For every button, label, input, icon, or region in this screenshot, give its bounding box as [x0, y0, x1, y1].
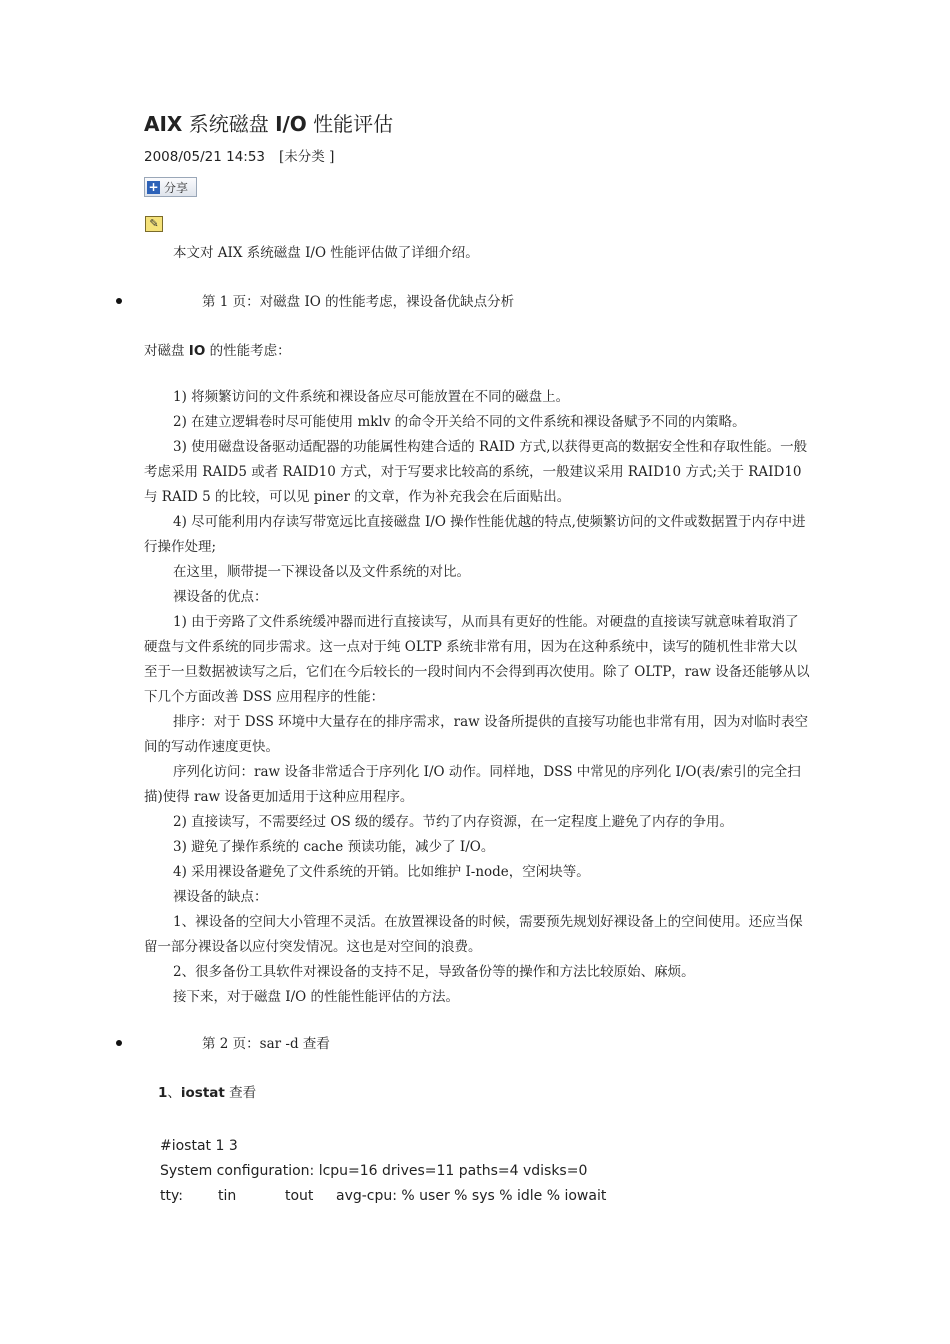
page-title: AIX 系统磁盘 I/O 性能评估	[144, 112, 394, 136]
share-button[interactable]	[144, 177, 197, 197]
list-item: 1) 将频繁访问的文件系统和裸设备应尽可能放置在不同的磁盘上。	[173, 389, 570, 405]
list-item: 裸设备的缺点：	[173, 889, 268, 905]
list-item: 1、裸设备的空间大小管理不灵活。在放置裸设备的时候，需要预先规划好裸设备上的空间使用。还应当保留一部分裸设备以应付突发情况。这也是对空间的浪费。	[144, 914, 803, 955]
list-item: 3) 避免了操作系统的 cache 预读功能，减少了 I/O。	[173, 839, 495, 855]
list-item: 排序：对于 DSS 环境中大量存在的排序需求，raw 设备所提供的直接写功能也非常有用，因为对临时表空间的写动作速度更快。	[144, 714, 809, 755]
list-item: 4) 采用裸设备避免了文件系统的开销。比如维护 I-node，空闲块等。	[173, 864, 590, 880]
plus-icon: +	[148, 179, 159, 194]
code-line: tty: tin tout avg-cpu: % user % sys % idle % iowait	[160, 1188, 607, 1204]
list-item: 1) 由于旁路了文件系统缓冲器而进行直接读写，从而具有更好的性能。对硬盘的直接读写就意味着取消了硬盘与文件系统的同步需求。这一点对于纯 OLTP 系统非常有用，因为在这种系统中，读写的随机性非常大以至于一旦数据被读写之后，它们在今后较长的一段时间内不会得到再次使用。除了 OLTP，raw 设备还能够从以下几个方面改善 DSS 应用程序的性能：	[144, 614, 810, 705]
list-item: 2) 直接读写，不需要经过 OS 级的缓存。节约了内存资源，在一定程度上避免了内存的争用。	[173, 814, 734, 830]
post-datetime: 2008/05/21 14:53	[144, 149, 266, 165]
list-item: 裸设备的优点：	[173, 589, 268, 605]
list-item: 4) 尽可能利用内存读写带宽远比直接磁盘 I/O 操作性能优越的特点,使频繁访问的文件或数据置于内存中进行操作处理;	[144, 514, 806, 555]
list-item: 接下来，对于磁盘 I/O 的性能性能评估的方法。	[173, 989, 460, 1005]
page2-heading: 第 2 页：sar -d 查看	[202, 1036, 330, 1052]
code-line: #iostat 1 3	[160, 1138, 238, 1154]
list-item: 在这里，顺带提一下裸设备以及文件系统的对比。	[173, 564, 470, 580]
section-label: 对磁盘 IO 的性能考虑：	[144, 343, 291, 359]
post-meta	[144, 145, 334, 165]
page1-heading: 第 1 页：对磁盘 IO 的性能考虑，裸设备优缺点分析	[202, 294, 515, 310]
bullet-icon	[116, 1040, 122, 1046]
list-item: 序列化访问：raw 设备非常适合于序列化 I/O 动作。同样地，DSS 中常见的序列化 I/O(表/索引的完全扫描)使得 raw 设备更加适用于这种应用程序。	[144, 764, 801, 805]
code-line: System configuration: lcpu=16 drives=11 paths=4 vdisks=0	[160, 1163, 588, 1179]
bullet-icon	[116, 298, 122, 304]
edit-icon[interactable]: ✎	[145, 216, 163, 232]
intro-text: 本文对 AIX 系统磁盘 I/O 性能评估做了详细介绍。	[173, 245, 479, 261]
list-item: 2、很多备份工具软件对裸设备的支持不足，导致备份等的操作和方法比较原始、麻烦。	[173, 964, 695, 980]
list-item: 3) 使用磁盘设备驱动适配器的功能属性构建合适的 RAID 方式,以获得更高的数据安全性和存取性能。一般考虑采用 RAID5 或者 RAID10 方式，对于写要求比较高的系统，一般建议采用 RAID10 方式;关于 RAID10 与 RAID 5 的比较，可以见 piner 的文章，作为补充我会在后面贴出。	[144, 439, 808, 505]
post-category[interactable]: [未分类 ]	[279, 149, 335, 165]
share-label: 分享	[164, 180, 189, 195]
subsection-heading: 1、iostat 查看	[158, 1085, 257, 1101]
list-item: 2) 在建立逻辑卷时尽可能使用 mklv 的命令开关给不同的文件系统和裸设备赋予不同的内策略。	[173, 414, 746, 430]
